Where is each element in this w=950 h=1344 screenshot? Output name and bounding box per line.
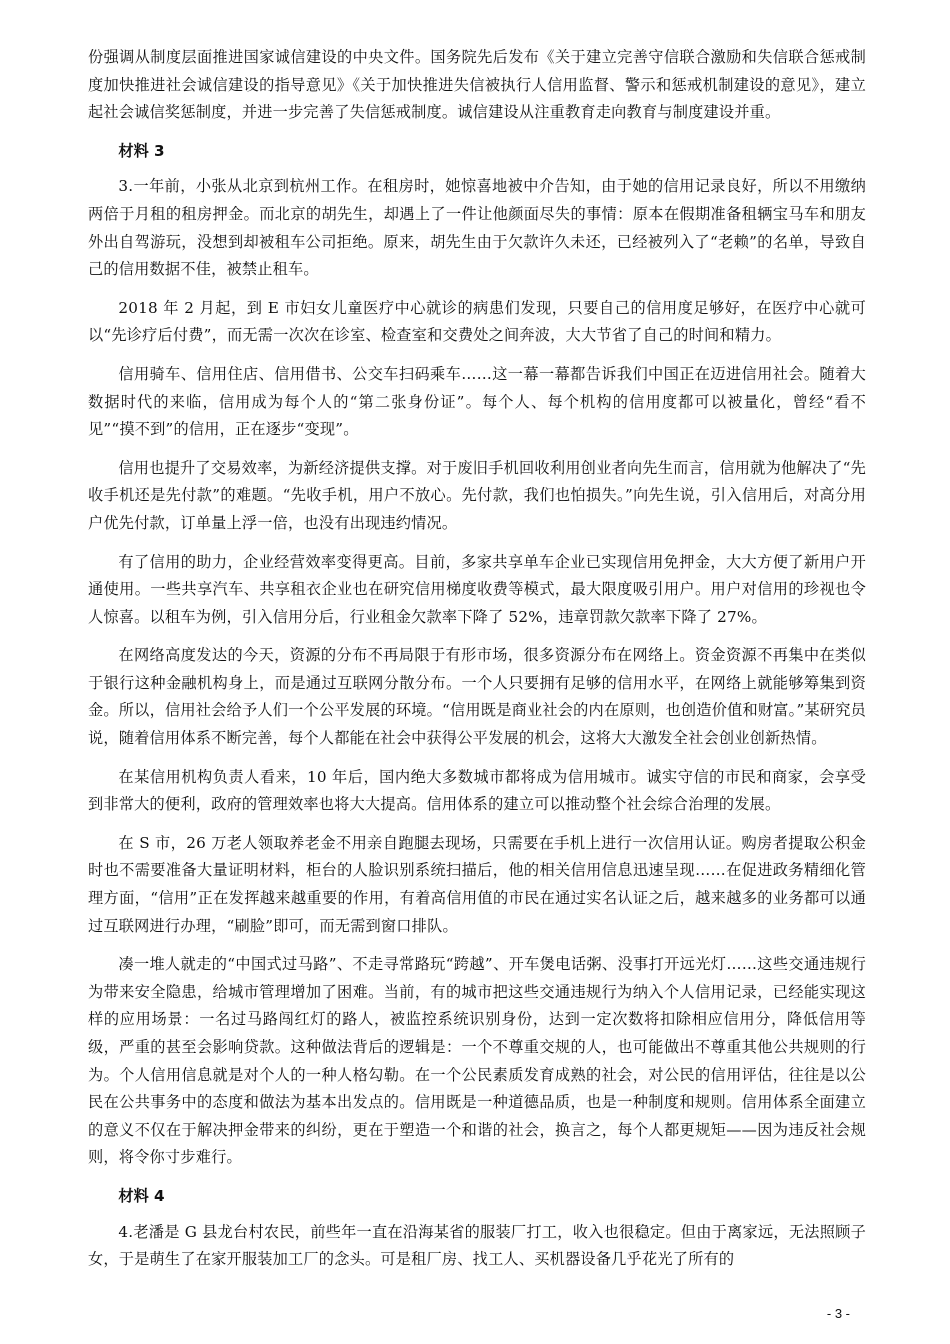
paragraph: 2018 年 2 月起，到 E 市妇女儿童医疗中心就诊的病患们发现，只要自己的信用度足够好，在医疗中心就可以“先诊疗后付费”，而无需一次次在诊室、检查室和交费处之间奔波，大大节省了自己的时间和精力。 (88, 298, 866, 345)
paragraph: 有了信用的助力，企业经营效率变得更高。目前，多家共享单车企业已实现信用免押金，大大方便了新用户开通使用。一些共享汽车、共享租衣企业也在研究信用梯度收费等模式，最大限度吸引用户。用户对信用的珍视也令人惊喜。以租车为例，引入信用分后，行业租金欠款率下降了 52%，违章罚款欠款率下降了 27%。 (88, 552, 866, 626)
document-page (88, 44, 866, 1285)
paragraph: 信用也提升了交易效率，为新经济提供支撑。对于废旧手机回收利用创业者向先生而言，信用就为他解决了“先收手机还是先付款”的难题。“先收手机，用户不放心。先付款，我们也怕损失。”向先生说，引入信用后，对高分用户优先付款，订单量上浮一倍，也没有出现违约情况。 (88, 458, 866, 532)
paragraph: 份强调从制度层面推进国家诚信建设的中央文件。国务院先后发布《关于建立完善守信联合激励和失信联合惩戒制度加快推进社会诚信建设的指导意见》《关于加快推进失信被执行人信用监督、警示和惩戒机制建设的意见》，建立起社会诚信奖惩制度，并进一步完善了失信惩戒制度。诚信建设从注重教育走向教育与制度建设并重。 (88, 48, 866, 122)
page-number: - 3 - (826, 1306, 850, 1321)
paragraph: 凑一堆人就走的“中国式过马路”、不走寻常路玩“跨越”、开车煲电话粥、没事打开远光灯……这些交通违规行为带来安全隐患，给城市管理增加了困难。当前，有的城市把这些交通违规行为纳入个人信用记录，已经能实现这样的应用场景：一名过马路闯红灯的路人，被监控系统识别身份，达到一定次数将扣除相应信用分，降低信用等级，严重的甚至会影响贷款。这种做法背后的逻辑是：一个不尊重交规的人，也可能做出不尊重其他公共规则的行为。个人信用信息就是对个人的一种人格勾勒。在一个公民素质发育成熟的社会，对公民的信用评估，往往是以公民在公共事务中的态度和做法为基本出发点的。信用既是一种道德品质，也是一种制度和规则。信用体系全面建立的意义不仅在于解决押金带来的纠纷，更在于塑造一个和谐的社会，换言之，每个人都更规矩——因为违反社会规则，将令你寸步难行。 (88, 955, 866, 1167)
paragraph: 信用骑车、信用住店、信用借书、公交车扫码乘车……这一幕一幕都告诉我们中国正在迈进信用社会。随着大数据时代的来临，信用成为每个人的“第二张身份证”。每个人、每个机构的信用度都可以被量化，曾经“看不见”“摸不到”的信用，正在逐步“变现”。 (88, 364, 866, 439)
paragraph: 在某信用机构负责人看来，10 年后，国内绝大多数城市都将成为信用城市。诚实守信的市民和商家，会享受到非常大的便利，政府的管理效率也将大大提高。信用体系的建立可以推动整个社会综合治理的发展。 (88, 767, 866, 814)
paragraph: 在网络高度发达的今天，资源的分布不再局限于有形市场，很多资源分布在网络上。资金资源不再集中在类似于银行这种金融机构身上，而是通过互联网分散分布。一个人只要拥有足够的信用水平，在网络上就能够筹集到资金。所以，信用社会给予人们一个公平发展的环境。“信用既是商业社会的内在原则，也创造价值和财富。”某研究员说，随着信用体系不断完善，每个人都能在社会中获得公平发展的机会，这将大大激发全社会创业创新热情。 (88, 646, 866, 748)
paragraph: 在 S 市，26 万老人领取养老金不用亲自跑腿去现场，只需要在手机上进行一次信用认证。购房者提取公积金时也不需要准备大量证明材料，柜台的人脸识别系统扫描后，他的相关信用信息迅速呈现……在促进政务精细化管理方面，“信用”正在发挥越来越重要的作用，有着高信用值的市民在通过实名认证之后，越来越多的业务都可以通过互联网进行办理，“刷脸”即可，而无需到窗口排队。 (88, 833, 866, 935)
paragraph: 4.老潘是 G 县龙台村农民，前些年一直在沿海某省的服装厂打工，收入也很稳定。但由于离家远，无法照顾子女，于是萌生了在家开服装加工厂的念头。可是租厂房、找工人、买机器设备几乎花光了所有的 (88, 1222, 866, 1269)
section-heading: 材料 4 (118, 1186, 165, 1205)
section-heading: 材料 3 (118, 141, 165, 160)
paragraph: 3.一年前，小张从北京到杭州工作。在租房时，她惊喜地被中介告知，由于她的信用记录良好，所以不用缴纳两倍于月租的租房押金。而北京的胡先生，却遇上了一件让他颜面尽失的事情：原本在假期准备租辆宝马车和朋友外出自驾游玩，没想到却被租车公司拒绝。原来，胡先生由于欠款许久未还，已经被列入了“老赖”的名单，导致自己的信用数据不佳，被禁止租车。 (88, 177, 866, 279)
